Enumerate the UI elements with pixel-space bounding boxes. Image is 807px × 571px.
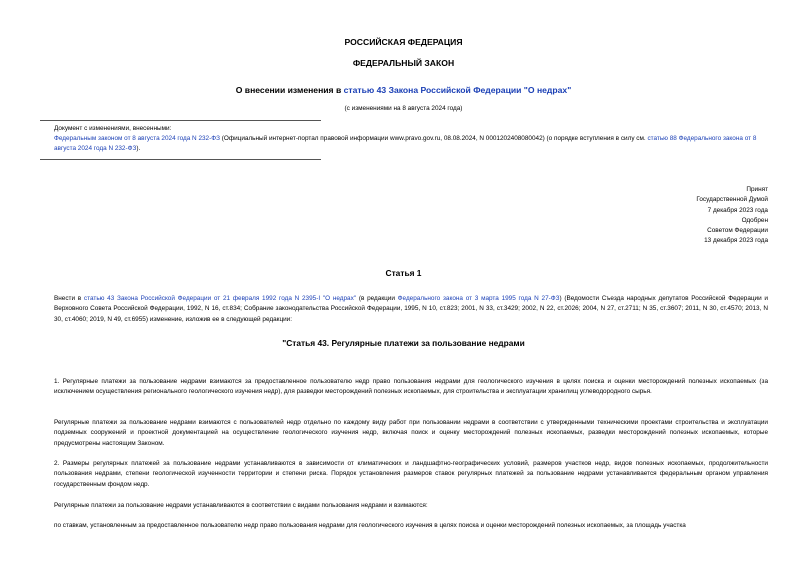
article-43-paragraph-5 xyxy=(40,521,768,531)
article-1-heading: Статья 1 xyxy=(385,268,422,278)
a1-text-0: Внести в xyxy=(54,295,84,302)
a43-p5-text: по ставкам, установленным за предоставленное пользователю недр право пользования недрами для геологического изучения в целях поиска и оценки месторождений полезных ископаемых, за площадь участка xyxy=(54,522,686,529)
a43-p3-text: 2. Размеры регулярных платежей за пользование недрами устанавливаются в зависимости от климатических и ландшафтно-географических условий, размеров участков недр, видов полезных ископаемых, продолжительности пользования недрами, степени геологической изученности территории и степени риска. Порядок установления размеров ставок регулярных платежей за пользование недрами устанавливается федеральным органом управления государственным фондом недр. xyxy=(54,460,768,488)
approved-by: Советом Федерации xyxy=(707,227,768,234)
law-type-heading: ФЕДЕРАЛЬНЫЙ ЗАКОН xyxy=(352,58,455,68)
approved-label: Одобрен xyxy=(741,216,768,224)
amendment-article-88-link[interactable]: статью 88 Федерального закона от 8 августа 2024 года N 232-ФЗ xyxy=(54,134,757,152)
bottom-divider xyxy=(40,159,321,160)
top-divider xyxy=(40,120,321,121)
a1-text-2: ) (Ведомости Съезда народных депутатов Российской Федерации и Верховного Совета Российской Федерации, 1992, N 16, ст.834; Собрание законодательства Российской Федерации, 1995, N 10, ст.823; 2001, N 33, ст.3429; 2002, N 22, ст.2026; 2004, N 27, ст.2711; N 35, ст.3607; 2011, N 30, ст.4570; 2013, N 30, ст.4060; 2019, N 49, ст.6955) изменение, изложив ее в следующей редакции: xyxy=(54,295,768,323)
adoption-info xyxy=(696,185,768,247)
approved-date: 13 декабря 2023 года xyxy=(704,237,768,245)
article-1-paragraph xyxy=(40,294,768,325)
article-43-paragraph-4 xyxy=(40,501,768,511)
title-prefix: О внесении изменения в xyxy=(235,85,344,95)
amendments-text xyxy=(40,134,770,154)
country-heading: РОССИЙСКАЯ ФЕДЕРАЦИЯ xyxy=(344,37,463,47)
document-title xyxy=(0,84,807,97)
title-link-article-43[interactable]: статью 43 Закона Российской Федерации "О недрах" xyxy=(343,85,572,95)
article-43-paragraph-1 xyxy=(40,377,768,398)
article-43-paragraph-2 xyxy=(40,418,768,449)
amendments-label: Документ с изменениями, внесенными: xyxy=(54,125,172,132)
adopted-date: 7 декабря 2023 года xyxy=(707,206,768,214)
amendments-info xyxy=(40,124,770,154)
adopted-by: Государственной Думой xyxy=(696,196,768,204)
amendment-source-text: (Официальный интернет-портал правовой информации www.pravo.gov.ru, 08.08.2024, N 0001202408080042) (о порядке вступления в силу см. xyxy=(219,134,648,142)
a43-p1-text: 1. Регулярные платежи за пользование недрами взимаются за предоставленное пользователю недр право пользования недрами для геологического изучения в целях поиска и оценки месторождений полезных ископаемых (за исключением осуществления регионального геологического изучения недр), для разведки месторождений полезных ископаемых, для строительства и эксплуатации хранилищ углеводородного сырья. xyxy=(54,378,768,396)
document-subtitle: (с изменениями на 8 августа 2024 года) xyxy=(344,105,463,112)
federal-law-1995-link[interactable]: Федерального закона от 3 марта 1995 года N 27-ФЗ xyxy=(397,295,560,302)
amendment-closing-text: ). xyxy=(136,144,141,152)
a1-text-1: (в редакции xyxy=(356,295,398,302)
law-on-subsoil-link[interactable]: статью 43 Закона Российской Федерации от 21 февраля 1992 года N 2395-I "О недрах" xyxy=(83,295,357,302)
a43-p2-text: Регулярные платежи за пользование недрами взимаются с пользователей недр отдельно по каждому виду работ при пользовании недрами в соответствии с утвержденными техническими проектами строительства и эксплуатации подземных сооружений и проектной документацией на осуществление геологического изучения недр, включая поиск и оценку месторождений полезных ископаемых, разведки месторождений полезных ископаемых, которые предусмотрены настоящим Законом. xyxy=(54,419,768,447)
adopted-label: Принят xyxy=(746,186,768,193)
article-43-heading: "Статья 43. Регулярные платежи за пользование недрами xyxy=(282,338,525,348)
amendment-law-link[interactable]: Федеральным законом от 8 августа 2024 года N 232-ФЗ xyxy=(54,134,220,142)
a43-p4-text: Регулярные платежи за пользование недрами устанавливаются в соответствии с видами пользования недрами и взимаются: xyxy=(54,502,428,509)
article-43-paragraph-3 xyxy=(40,459,768,490)
